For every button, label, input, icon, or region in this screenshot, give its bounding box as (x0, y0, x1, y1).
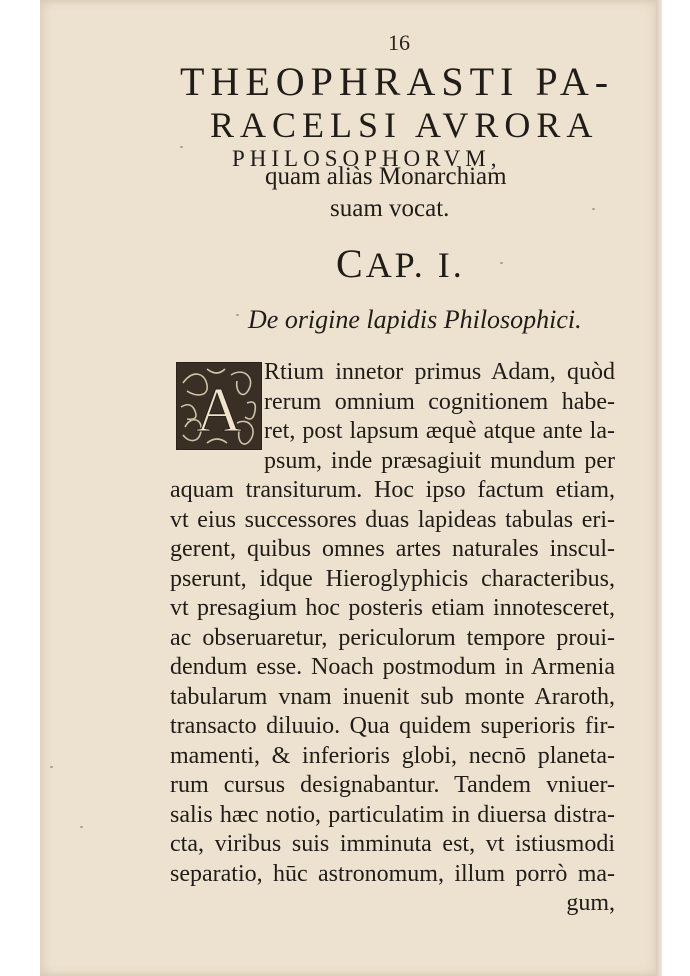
paper-speck (592, 208, 595, 210)
text-line: dendum esse. Noach postmodum in Armenia (170, 654, 615, 680)
paper-speck (500, 262, 503, 264)
text-line: vt presagium hoc posteris etiam innotesceret, (170, 595, 615, 621)
text-line: vt eius successores duas lapideas tabulas eri- (170, 506, 615, 533)
paper-speck (180, 146, 183, 148)
text-line: aquam transiturum. Hoc ipso factum etiam, (170, 477, 615, 503)
text-line: rerum omnium cognitionem habe- (264, 388, 615, 415)
drop-cap-letter: A (195, 374, 243, 445)
text-line: rum cursus designabantur. Tandem vniuer- (170, 772, 615, 798)
title-line-1: THEOPHRASTI PA- (180, 59, 615, 104)
page-edge (656, 0, 662, 976)
chapter-heading (336, 240, 465, 287)
text-line: Rtium innetor primus Adam, quòd (264, 359, 615, 385)
text-line: transacto diluuio. Qua quidem superioris fir- (170, 713, 615, 739)
text-line: psum, inde præsagiuit mundum per (264, 447, 615, 474)
chapter-subtitle: De origine lapidis Philosophici. (248, 305, 582, 334)
text-line: cta, viribus suis imminuta est, vt istiusmodi (170, 831, 615, 857)
body-text (170, 358, 615, 919)
text-line: pserunt, idque Hieroglyphicis characteribus, (170, 565, 615, 592)
paper-speck (80, 826, 83, 828)
text-line: salis hæc notio, particulatim in diuersa distra- (170, 801, 615, 828)
paper-speck (50, 766, 53, 768)
text-line: separatio, hūc astronomum, illum porrò ma- (170, 860, 615, 887)
paper-speck (236, 314, 239, 316)
text-line: mamenti, & inferioris globi, necnō planeta- (170, 742, 615, 769)
chapter-initial: C (336, 241, 366, 286)
text-line: gum, (566, 890, 615, 916)
title-line-4: quam aliàs Monarchiam (265, 163, 507, 190)
text-line: gerent, quibus omnes artes naturales inscul- (170, 536, 615, 562)
text-line: tabularum vnam inuenit sub monte Araroth, (170, 683, 615, 710)
chapter-label: AP. I. (365, 245, 465, 285)
title-line-5: suam vocat. (330, 195, 450, 222)
text-line: ret, post lapsum æquè atque ante la- (264, 418, 615, 444)
text-line: ac obseruaretur, periculorum tempore proui- (170, 624, 615, 651)
title-line-2: RACELSI AVRORA (210, 105, 599, 145)
page-number: 16 (388, 30, 410, 55)
title-line-3: PHILOSOPHORVM, (232, 146, 502, 171)
